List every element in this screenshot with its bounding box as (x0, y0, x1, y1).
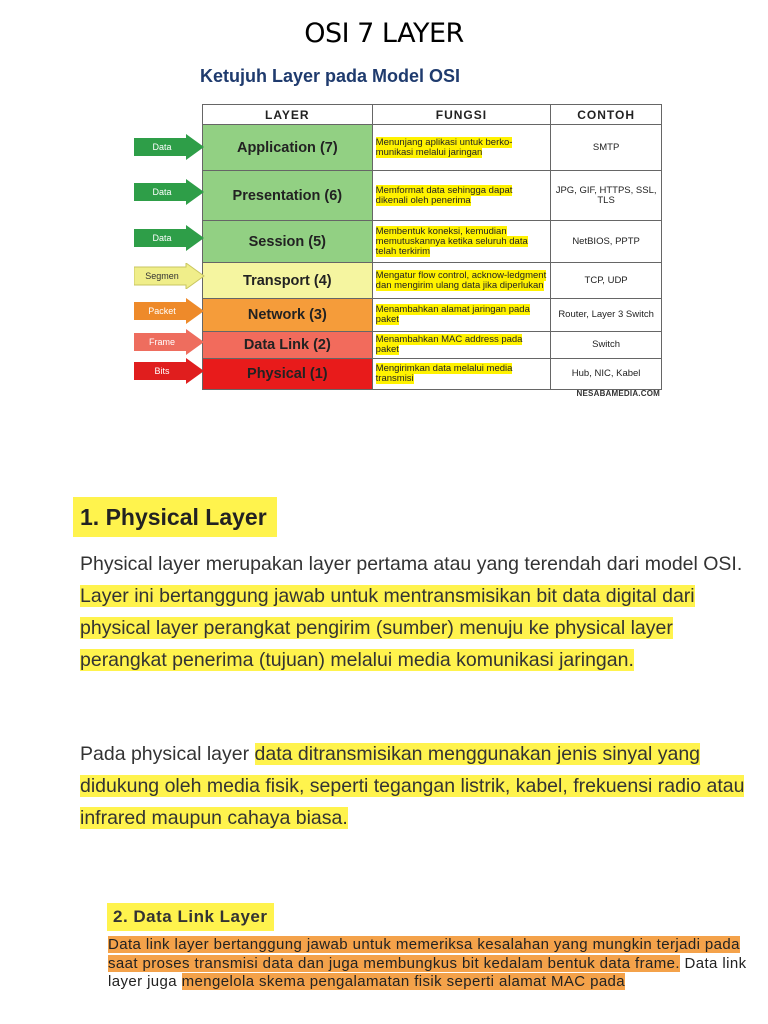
header-fungsi: FUNGSI (372, 105, 551, 125)
layer-cell: Presentation (6) (203, 171, 373, 221)
fungsi-cell (372, 263, 551, 299)
paragraph-text: Pada physical layer (80, 743, 255, 765)
fungsi-text: Menunjang aplikasi untuk berko-munikasi melalui jaringan (375, 136, 513, 158)
pdu-label: Packet (148, 306, 176, 316)
table-row (203, 332, 662, 359)
fungsi-cell (372, 359, 551, 390)
pdu-label: Data (152, 233, 172, 243)
fungsi-cell (372, 125, 551, 171)
pdu-arrow (134, 298, 206, 324)
paragraph-highlight: data ditransmisikan menggunakan jenis sinyal yang didukung oleh media fisik, seperti tegangan listrik, kabel, frekuensi radio atau infrared maupun cahaya biasa. (80, 743, 745, 829)
pdu-label: Frame (148, 337, 175, 347)
pdu-arrow (134, 134, 206, 160)
section1-paragraph2 (80, 738, 750, 834)
section1-paragraph1 (80, 548, 750, 676)
pdu-label: Segmen (145, 271, 179, 281)
contoh-cell: Switch (551, 332, 662, 359)
pdu-arrow (134, 179, 206, 205)
header-contoh: CONTOH (551, 105, 662, 125)
pdu-label: Data (152, 142, 172, 152)
osi-table (202, 104, 662, 390)
fungsi-cell (372, 221, 551, 263)
paragraph-highlight: Data link layer bertanggung jawab untuk memeriksa kesalahan yang mungkin terjadi pada saat proses transmisi data dan juga membungkus bit kedalam bentuk data frame. (108, 936, 740, 972)
paragraph-highlight: mengelola skema pengalamatan fisik seperti alamat MAC pada (181, 973, 626, 990)
contoh-cell: NetBIOS, PPTP (551, 221, 662, 263)
fungsi-text: Memformat data sehingga dapat dikenali oleh penerima (375, 184, 513, 206)
pdu-arrow (134, 263, 206, 289)
header-layer: LAYER (203, 105, 373, 125)
osi-figure (130, 66, 660, 402)
layer-cell: Application (7) (203, 125, 373, 171)
layer-cell: Session (5) (203, 221, 373, 263)
section2-paragraph (108, 936, 748, 992)
layer-cell: Data Link (2) (203, 332, 373, 359)
contoh-cell: JPG, GIF, HTTPS, SSL, TLS (551, 171, 662, 221)
fungsi-text: Menambahkan alamat jaringan pada paket (375, 304, 530, 325)
table-row (203, 263, 662, 299)
contoh-cell: TCP, UDP (551, 263, 662, 299)
fungsi-text: Membentuk koneksi, kemudian memutuskannya ketika seluruh data telah terkirim (375, 225, 528, 257)
table-row (203, 171, 662, 221)
table-row (203, 221, 662, 263)
section2-heading: 2. Data Link Layer (107, 903, 274, 931)
pdu-arrow (134, 329, 206, 355)
contoh-cell: SMTP (551, 125, 662, 171)
layer-cell: Transport (4) (203, 263, 373, 299)
page-title: OSI 7 LAYER (304, 18, 464, 49)
pdu-arrow (134, 358, 206, 384)
table-row (203, 125, 662, 171)
figure-credit: NESABAMEDIA.COM (576, 389, 660, 398)
table-row (203, 359, 662, 390)
layer-cell: Physical (1) (203, 359, 373, 390)
paragraph-highlight: Layer ini bertanggung jawab untuk mentransmisikan bit data digital dari physical layer perangkat pengirim (sumber) menuju ke physical layer perangkat penerima (tujuan) melalui media komunikasi jaringan. (80, 585, 695, 671)
layer-cell: Network (3) (203, 299, 373, 332)
table-row (203, 299, 662, 332)
contoh-cell: Router, Layer 3 Switch (551, 299, 662, 332)
paragraph-text: Data link layer juga (108, 954, 747, 990)
pdu-label: Data (152, 187, 172, 197)
fungsi-text: Menambahkan MAC address pada paket (375, 334, 523, 355)
paragraph-text: Physical layer merupakan layer pertama atau yang terendah dari model OSI. (80, 553, 743, 575)
pdu-arrow (134, 225, 206, 251)
figure-title: Ketujuh Layer pada Model OSI (200, 66, 461, 86)
contoh-cell: Hub, NIC, Kabel (551, 359, 662, 390)
fungsi-text: Mengirimkan data melalui media transmisi (375, 363, 513, 384)
fungsi-text: Mengatur flow control, acknow-ledgment dan mengirim ulang data jika diperlukan (375, 269, 547, 291)
fungsi-cell (372, 332, 551, 359)
fungsi-cell (372, 299, 551, 332)
pdu-label: Bits (154, 366, 170, 376)
table-header-row (203, 105, 662, 125)
section1-heading: 1. Physical Layer (73, 497, 277, 537)
fungsi-cell (372, 171, 551, 221)
